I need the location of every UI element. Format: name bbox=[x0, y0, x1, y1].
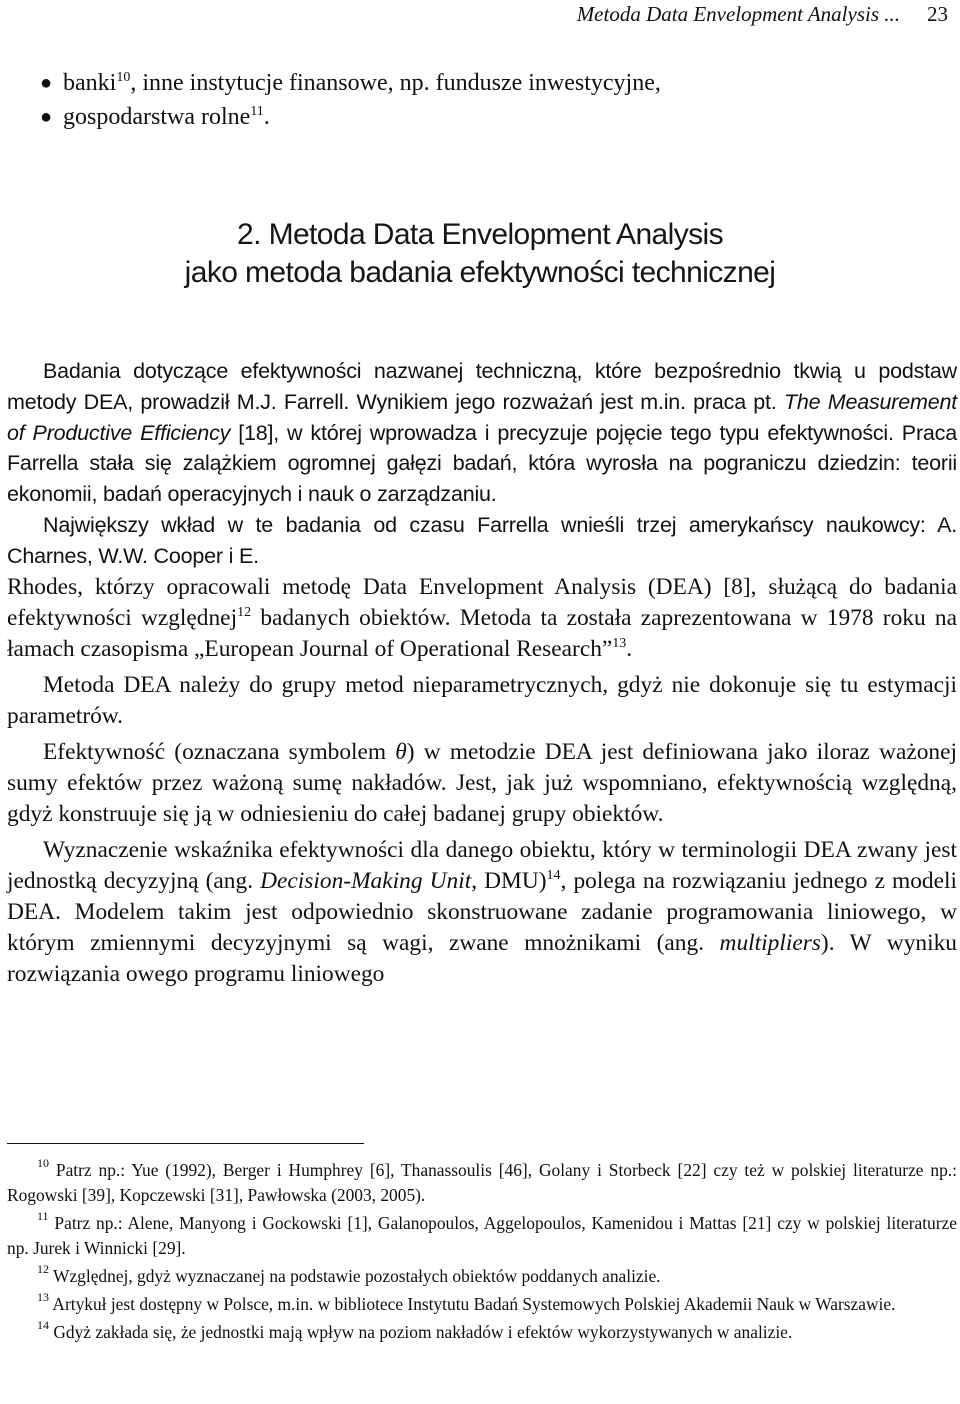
paragraph-4: Efektywność (oznaczana symbolem θ) w metodzie DEA jest definiowana jako iloraz ważonej sumy efektów przez ważoną sumę nakładów. Jest, jak już wspomniano, efektywnością względną, gdyż konstruuje się ją w odniesieniu do całej badanej grupy obiektów. bbox=[7, 738, 957, 827]
footnote-number: 11 bbox=[37, 1209, 49, 1224]
cited-title: The Measurement of Productive Efficiency bbox=[7, 389, 957, 445]
paragraph-5: Wyznaczenie wskaźnika efektywności dla danego obiektu, który w terminologii DEA zwany jest jednostką decyzyjną (ang. Decision-Making Unit, DMU)$^{14}$, polega na rozwiązaniu jednego z modeli DEA. Modelem takim jest odpowiednio skonstruowane zadanie programowania liniowego, w którym zmiennymi decyzyjnymi są wagi, zwane mnożnikami (ang. multipliers). W wyniku rozwiązania owego programu liniowego bbox=[7, 836, 957, 987]
footnote-ref: 10 bbox=[116, 70, 131, 85]
footnotes bbox=[7, 1158, 957, 1348]
footnote: $^{13}$ Artykuł jest dostępny w Polsce, m.in. w bibliotece Instytutu Badań Systemowych Polskiej Akademii Nauk w Warszawie. bbox=[37, 1290, 896, 1314]
section-heading bbox=[0, 216, 960, 292]
body-text bbox=[7, 356, 957, 990]
section-title-line-2: jako metoda badania efektywności technicznej bbox=[184, 256, 776, 289]
theta-symbol: θ bbox=[395, 738, 407, 765]
footnote: $^{12}$ Względnej, gdyż wyznaczanej na podstawie pozostałych obiektów poddanych analizie. bbox=[37, 1262, 661, 1286]
bullet-icon: ● bbox=[40, 72, 53, 94]
bullet-list bbox=[40, 66, 940, 134]
footnote: $^{11}$ Patrz np.: Alene, Manyong i Gockowski [1], Galanopoulos, Aggelopoulos, Kamenidou i Mattas [21] czy w polskiej literaturze np. Jurek i Winnicki [29]. bbox=[7, 1209, 957, 1258]
footnote: $^{10}$ Patrz np.: Yue (1992), Berger i Humphrey [6], Thanassoulis [46], Golany i Storbeck [22] czy też w polskiej literaturze np.: Rogowski [39], Kopczewski [31], Pawłowska (2003, 2005). bbox=[7, 1156, 957, 1205]
footnote-ref: 11 bbox=[250, 104, 264, 119]
footnote-rule bbox=[7, 1143, 364, 1144]
footnote-ref: 14 bbox=[546, 867, 561, 883]
paragraph-1: Badania dotyczące efektywności nazwanej techniczną, które bezpośrednio tkwią u podstaw metody DEA, prowadził M.J. Farrell. Wynikiem jego rozważań jest m.in. praca pt. The Measurement of Productive Efficiency [18], w której wprowadza i precyzuje pojęcie tego typu efektywności. Praca Farrella stała się zalążkiem ogromnej gałęzi badań, która wyrosła na pograniczu dziedzin: teorii ekonomii, badań operacyjnych i nauk o zarządzaniu. Największy wkład w te badania od czasu Farrella wnieśli trzej amerykańscy naukowcy: A. Charnes, W.W. Cooper i E. bbox=[7, 356, 957, 572]
footnote-number: 10 bbox=[37, 1156, 49, 1171]
serif-text: Rhodes, którzy opracowali metodę Data Envelopment Analysis (DEA) [8], służącą do badania efektywności względnej$^{12}$ badanych obiektów. Metoda ta została zaprezentowana w 1978 roku na łamach czasopisma „European Journal of Operational Research”$^{13}$. Metoda DEA należy do grupy metod nieparametrycznych, gdyż nie dokonuje się tu estymacji parametrów. Efektywność (oznaczana symbolem θ) w metodzie DEA jest definiowana jako iloraz ważonej sumy efektów przez ważoną sumę nakładów. Jest, jak już wspomniano, efektywnością względną, gdyż konstruuje się ją w odniesieniu do całej badanej grupy obiektów. Wyznaczenie wskaźnika efektywności dla danego obiektu, który w terminologii DEA zwany jest jednostką decyzyjną (ang. Decision-Making Unit, DMU)$^{14}$, polega na rozwiązaniu jednego z modeli DEA. Modelem takim jest odpowiednio skonstruowane zadanie programowania liniowego, w którym zmiennymi decyzyjnymi są wagi, zwane mnożnikami (ang. multipliers). W wyniku rozwiązania owego programu liniowego bbox=[7, 572, 957, 990]
page-number: 23 bbox=[927, 2, 948, 26]
footnote-number: 13 bbox=[37, 1290, 49, 1305]
bullet-icon: ● bbox=[40, 106, 53, 128]
running-title: Metoda Data Envelopment Analysis ... bbox=[576, 2, 900, 26]
footnote-number: 14 bbox=[37, 1318, 49, 1333]
footnote-ref: 12 bbox=[237, 604, 252, 620]
list-item: ● banki$^{10}$, inne instytucje finansowe, np. fundusze inwestycyjne, bbox=[40, 66, 940, 100]
paragraph-3: Metoda DEA należy do grupy metod nieparametrycznych, gdyż nie dokonuje się tu estymacji parametrów. bbox=[7, 671, 957, 729]
section-title-line-1: 2. Metoda Data Envelopment Analysis bbox=[237, 218, 723, 251]
footnote-number: 12 bbox=[37, 1262, 49, 1277]
list-item: ● gospodarstwa rolne$^{11}$. bbox=[40, 100, 940, 134]
footnote: $^{14}$ Gdyż zakłada się, że jednostki mają wpływ na poziom nakładów i efektów wykorzystywanych w analizie. bbox=[37, 1318, 793, 1342]
footnote-ref: 13 bbox=[612, 635, 627, 651]
paragraph-2: Największy wkład w te badania od czasu Farrella wnieśli trzej amerykańscy naukowcy: A. Charnes, W.W. Cooper i E. bbox=[7, 512, 957, 568]
